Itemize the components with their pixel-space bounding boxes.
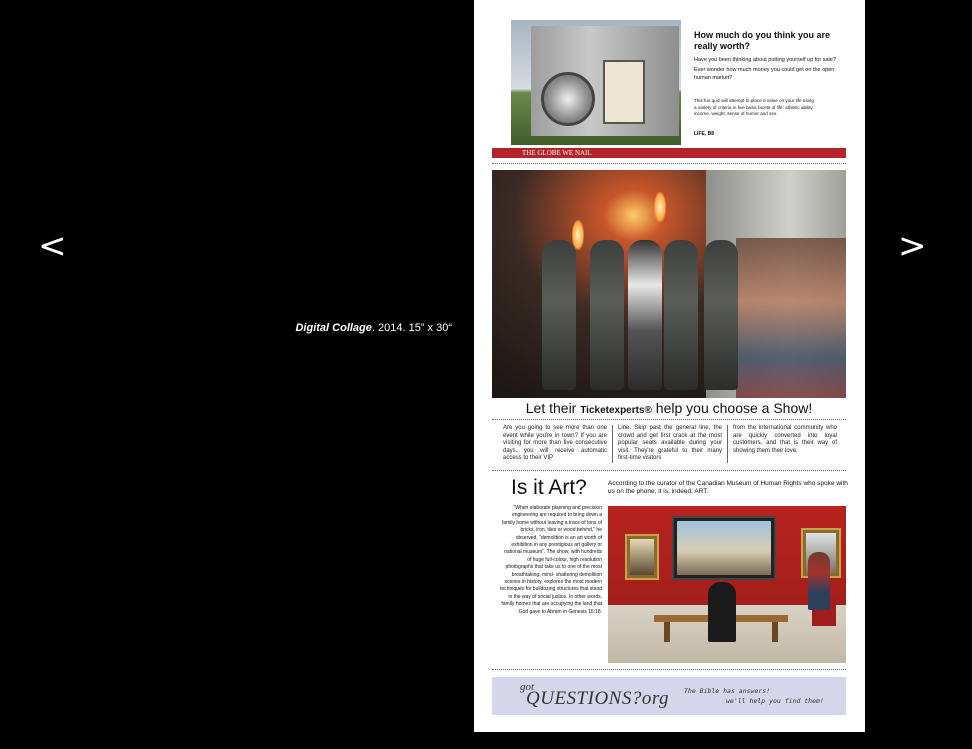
- quiz-title: How much do you think you are really worth?: [694, 30, 831, 51]
- gotquestions-banner: [492, 677, 846, 715]
- gq-logo: QUESTIONS?org: [526, 688, 670, 709]
- soldier-shape: [542, 240, 576, 390]
- quiz-body: [694, 56, 844, 84]
- dotted-divider: [492, 419, 846, 420]
- soldier-shape: [704, 240, 738, 390]
- dotted-divider: [492, 669, 846, 670]
- gq-logo-got: got: [520, 681, 535, 693]
- quiz-line: Ever wonder how much money you could get on the open human market?: [694, 67, 835, 81]
- bench-leg: [664, 622, 670, 642]
- seated-viewer: [708, 582, 736, 642]
- guard-figure: [808, 552, 830, 610]
- demolition-quote: "When elaborate planning and precision engineering are required to bring down a family home without leaving a trace of tons of bricks, iron, tiles or wood behind," he observed, "demolition is an art worth of exhibition in any prestigious art gallery or national museum". The show, with hundreds of huge full-colour, high resolution photographs that take us to one of the most breathtaking, mind- shattering demolition scenes in history, explores the most modern techniques for bulldozing structures that stand in the way of social justice. In other words, family homes that are occupying the land that God gave to Abram in Genesis 15:18.: [500, 505, 603, 615]
- demolition-photo: [677, 521, 771, 575]
- riot-photo: [492, 170, 846, 398]
- caption-medium: Digital Collage: [295, 322, 372, 334]
- house-window: [603, 60, 645, 124]
- soldier-shape: [664, 240, 698, 390]
- next-arrow-button[interactable]: >: [898, 226, 927, 266]
- art-intro: According to the curator of the Canadian Museum of Human Rights who spoke with us on the phone, it is, indeed, ART.: [608, 480, 848, 495]
- globe-banner: THE GLOBE WE NAIL: [492, 148, 846, 158]
- bench-leg: [772, 622, 778, 642]
- art-title: Is it Art?: [511, 476, 587, 499]
- ad-column: Line. Skip past the general line, the crowd and get first crack at the most popular seats available during your visit. They're grateful to their many first-time visitors: [612, 425, 727, 463]
- gq-tagline: we'll help you find them!: [726, 697, 824, 705]
- ad-columns: [498, 425, 842, 463]
- artwork-caption: [262, 322, 452, 334]
- artwork-collage: [474, 0, 865, 732]
- vault-house-image: [511, 20, 681, 145]
- flare-shape: [654, 192, 666, 222]
- caption-details: . 2014. 15” x 30“: [371, 322, 452, 334]
- ad-column: Are you going to see more than one event while you're in town? If you are visiting for more than five consecutive days, you will receive automatic access to their VIP: [503, 425, 607, 461]
- previous-arrow-button[interactable]: <: [38, 226, 67, 266]
- left-painting: [630, 539, 654, 575]
- ticketexperts-headline: [492, 400, 846, 416]
- dotted-divider: [492, 470, 846, 471]
- ad-column: from the international community who are quickly converted into loyal customers, and that is their way of showing them their love.: [727, 425, 842, 463]
- quiz-description: This fun quiz will attempt to place a value on your life using a variety of criteria in five basic facets of life: athletic ability, income, weight, sense of humor and sex.: [694, 98, 814, 116]
- detainee-shape: [628, 240, 662, 390]
- headline-brand: Ticketexperts®: [580, 405, 652, 416]
- gallery-photo: [608, 506, 846, 663]
- quiz-line: Have you been thinking about putting yourself up for sale?: [694, 57, 836, 63]
- left-painting-frame: [625, 534, 659, 580]
- headline-prefix: Let their: [525, 400, 581, 416]
- quiz-section-tag: LIFE, B8: [694, 131, 715, 137]
- gq-tagline: The Bible has answers!: [684, 687, 771, 695]
- soldier-shape: [590, 240, 624, 390]
- demolition-photo-frame: [672, 516, 776, 580]
- dotted-divider: [492, 163, 846, 164]
- crowd-shape: [736, 238, 846, 398]
- vault-door: [541, 72, 595, 126]
- headline-suffix: help you choose a Show!: [651, 400, 813, 416]
